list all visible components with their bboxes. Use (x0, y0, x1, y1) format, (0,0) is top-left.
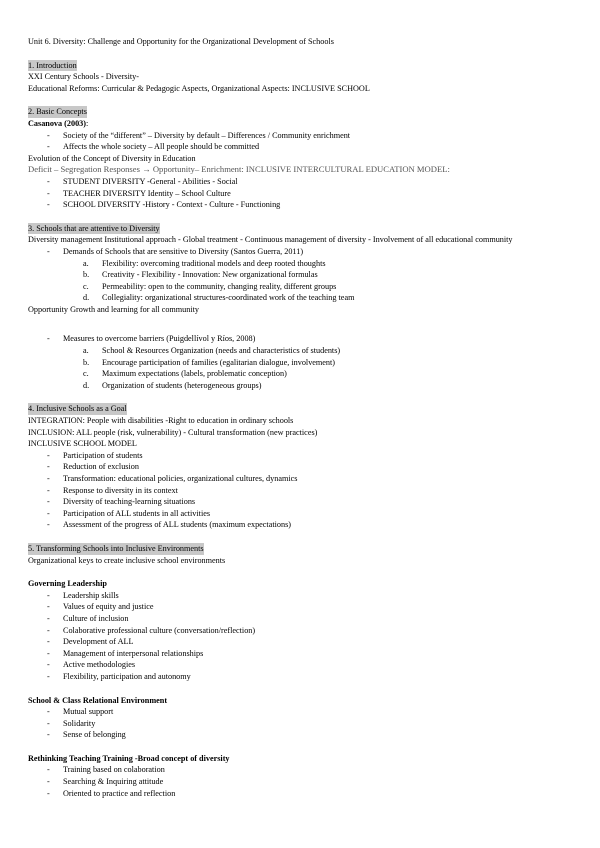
casanova-line (28, 118, 572, 130)
list-text: Collegiality: organizational structures-coordinated work of the teaching team (102, 293, 355, 303)
list-item: - Affects the whole society – All people should be committed (28, 141, 572, 153)
list-text: Organization of students (heterogeneous groups) (102, 380, 262, 390)
list-item: - Participation of students (28, 450, 572, 462)
list-item: - Society of the “different” – Diversity by default – Differences / Community enrichment (28, 130, 572, 142)
list-item: - STUDENT DIVERSITY -General - Abilities - Social (28, 176, 572, 188)
document-title: Unit 6. Diversity: Challenge and Opportunity for the Organizational Development of Schools (28, 37, 334, 46)
list-item: - Assessment of the progress of ALL students (maximum expectations) (28, 519, 572, 531)
relational-environment-title: School & Class Relational Environment (28, 695, 168, 705)
section-1-header-line (28, 60, 572, 72)
list-item: - Culture of inclusion (28, 613, 572, 625)
list-text: Flexibility: overcoming traditional models and deep rooted thoughts (102, 258, 326, 268)
deficit-line: Deficit – Segregation Responses → Opportunity– Enrichment: INCLUSIVE INTERCULTURAL EDUCATION MODEL: (28, 164, 450, 175)
list-marker: b. (83, 270, 90, 280)
list-item (28, 368, 572, 380)
list-marker: c. (83, 281, 89, 291)
list-item: - Colaborative professional culture (conversation/reflection) (28, 625, 572, 637)
list-item: - Training based on colaboration (28, 764, 572, 776)
section-3-header-line (28, 223, 572, 235)
list-item (28, 281, 572, 293)
list-marker: d. (83, 293, 90, 303)
list-item: - Development of ALL (28, 636, 572, 648)
list-text: School & Resources Organization (needs and characteristics of students) (102, 346, 341, 356)
list-marker: a. (83, 346, 89, 356)
section-3-header: 3. Schools that are attentive to Diversity (28, 223, 160, 233)
list-item (28, 292, 572, 304)
casanova-colon: : (86, 118, 89, 128)
s4-line: INCLUSION: ALL people (risk, vulnerability) - Cultural transformation (new practices) (28, 427, 318, 437)
list-item: - Participation of ALL students in all activities (28, 508, 572, 520)
list-item: - Values of equity and justice (28, 601, 572, 613)
section-2-header-line (28, 106, 572, 118)
list-item: - TEACHER DIVERSITY Identity – School Culture (28, 188, 572, 200)
section-5-header-line (28, 543, 572, 555)
governing-leadership-title: Governing Leadership (28, 579, 107, 589)
list-item: - SCHOOL DIVERSITY -History - Context - Culture - Functioning (28, 199, 572, 211)
list-item: - Active methodologies (28, 659, 572, 671)
section-4-header-line (28, 403, 572, 415)
list-item (28, 380, 572, 392)
list-text: Creativity - Flexibility - Innovation: New organizational formulas (102, 270, 318, 280)
list-item: - Diversity of teaching-learning situations (28, 496, 572, 508)
rethinking-training-title: Rethinking Teaching Training -Broad concept of diversity (28, 753, 230, 763)
list-marker: c. (83, 369, 89, 379)
list-marker: b. (83, 357, 90, 367)
list-item: - Measures to overcome barriers (Puigdellívol y Ríos, 2008) (28, 333, 572, 345)
opportunity-line: Opportunity Growth and learning for all community (28, 304, 199, 314)
list-item (28, 345, 572, 357)
list-item: - Management of interpersonal relationships (28, 648, 572, 660)
list-text: Maximum expectations (labels, problematic conception) (102, 369, 287, 379)
list-item: - Demands of Schools that are sensitive to Diversity (Santos Guerra, 2011) (28, 246, 572, 258)
list-item: - Transformation: educational policies, organizational cultures, dynamics (28, 473, 572, 485)
s5-intro: Organizational keys to create inclusive school environments (28, 555, 226, 565)
list-item (28, 357, 572, 369)
list-text: Encourage participation of families (egalitarian dialogue, involvement) (102, 357, 336, 367)
section-2-header: 2. Basic Concepts (28, 107, 87, 117)
list-item: - Leadership skills (28, 590, 572, 602)
casanova-label: Casanova (2003) (28, 118, 86, 128)
list-marker: d. (83, 380, 90, 390)
s1-line: Educational Reforms: Curricular & Pedagogic Aspects, Organizational Aspects: INCLUSIVE SCHOOL (28, 83, 370, 93)
s1-line: XXI Century Schools - Diversity- (28, 72, 139, 82)
s3-intro: Diversity management Institutional approach - Global treatment - Continuous management of diversity - Involvement of all educational community (28, 235, 513, 245)
s4-line: INTEGRATION: People with disabilities -Right to education in ordinary schools (28, 416, 294, 426)
list-item: - Flexibility, participation and autonomy (28, 671, 572, 683)
evolution-line: Evolution of the Concept of Diversity in Education (28, 153, 196, 163)
list-item: - Reduction of exclusion (28, 461, 572, 473)
s4-line: INCLUSIVE SCHOOL MODEL (28, 439, 137, 449)
list-item: - Searching & Inquiring attitude (28, 776, 572, 788)
list-item: - Oriented to practice and reflection (28, 788, 572, 800)
list-item (28, 258, 572, 270)
list-item: - Mutual support (28, 706, 572, 718)
list-text: Permeability: open to the community, changing reality, different groups (102, 281, 337, 291)
list-item: - Sense of belonging (28, 729, 572, 741)
section-4-header: 4. Inclusive Schools as a Goal (28, 404, 127, 414)
section-5-header: 5. Transforming Schools into Inclusive Environments (28, 543, 204, 553)
list-item: - Solidarity (28, 718, 572, 730)
section-1-header: 1. Introduction (28, 60, 77, 70)
list-item: - Response to diversity in its context (28, 485, 572, 497)
list-marker: a. (83, 258, 89, 268)
list-item (28, 269, 572, 281)
